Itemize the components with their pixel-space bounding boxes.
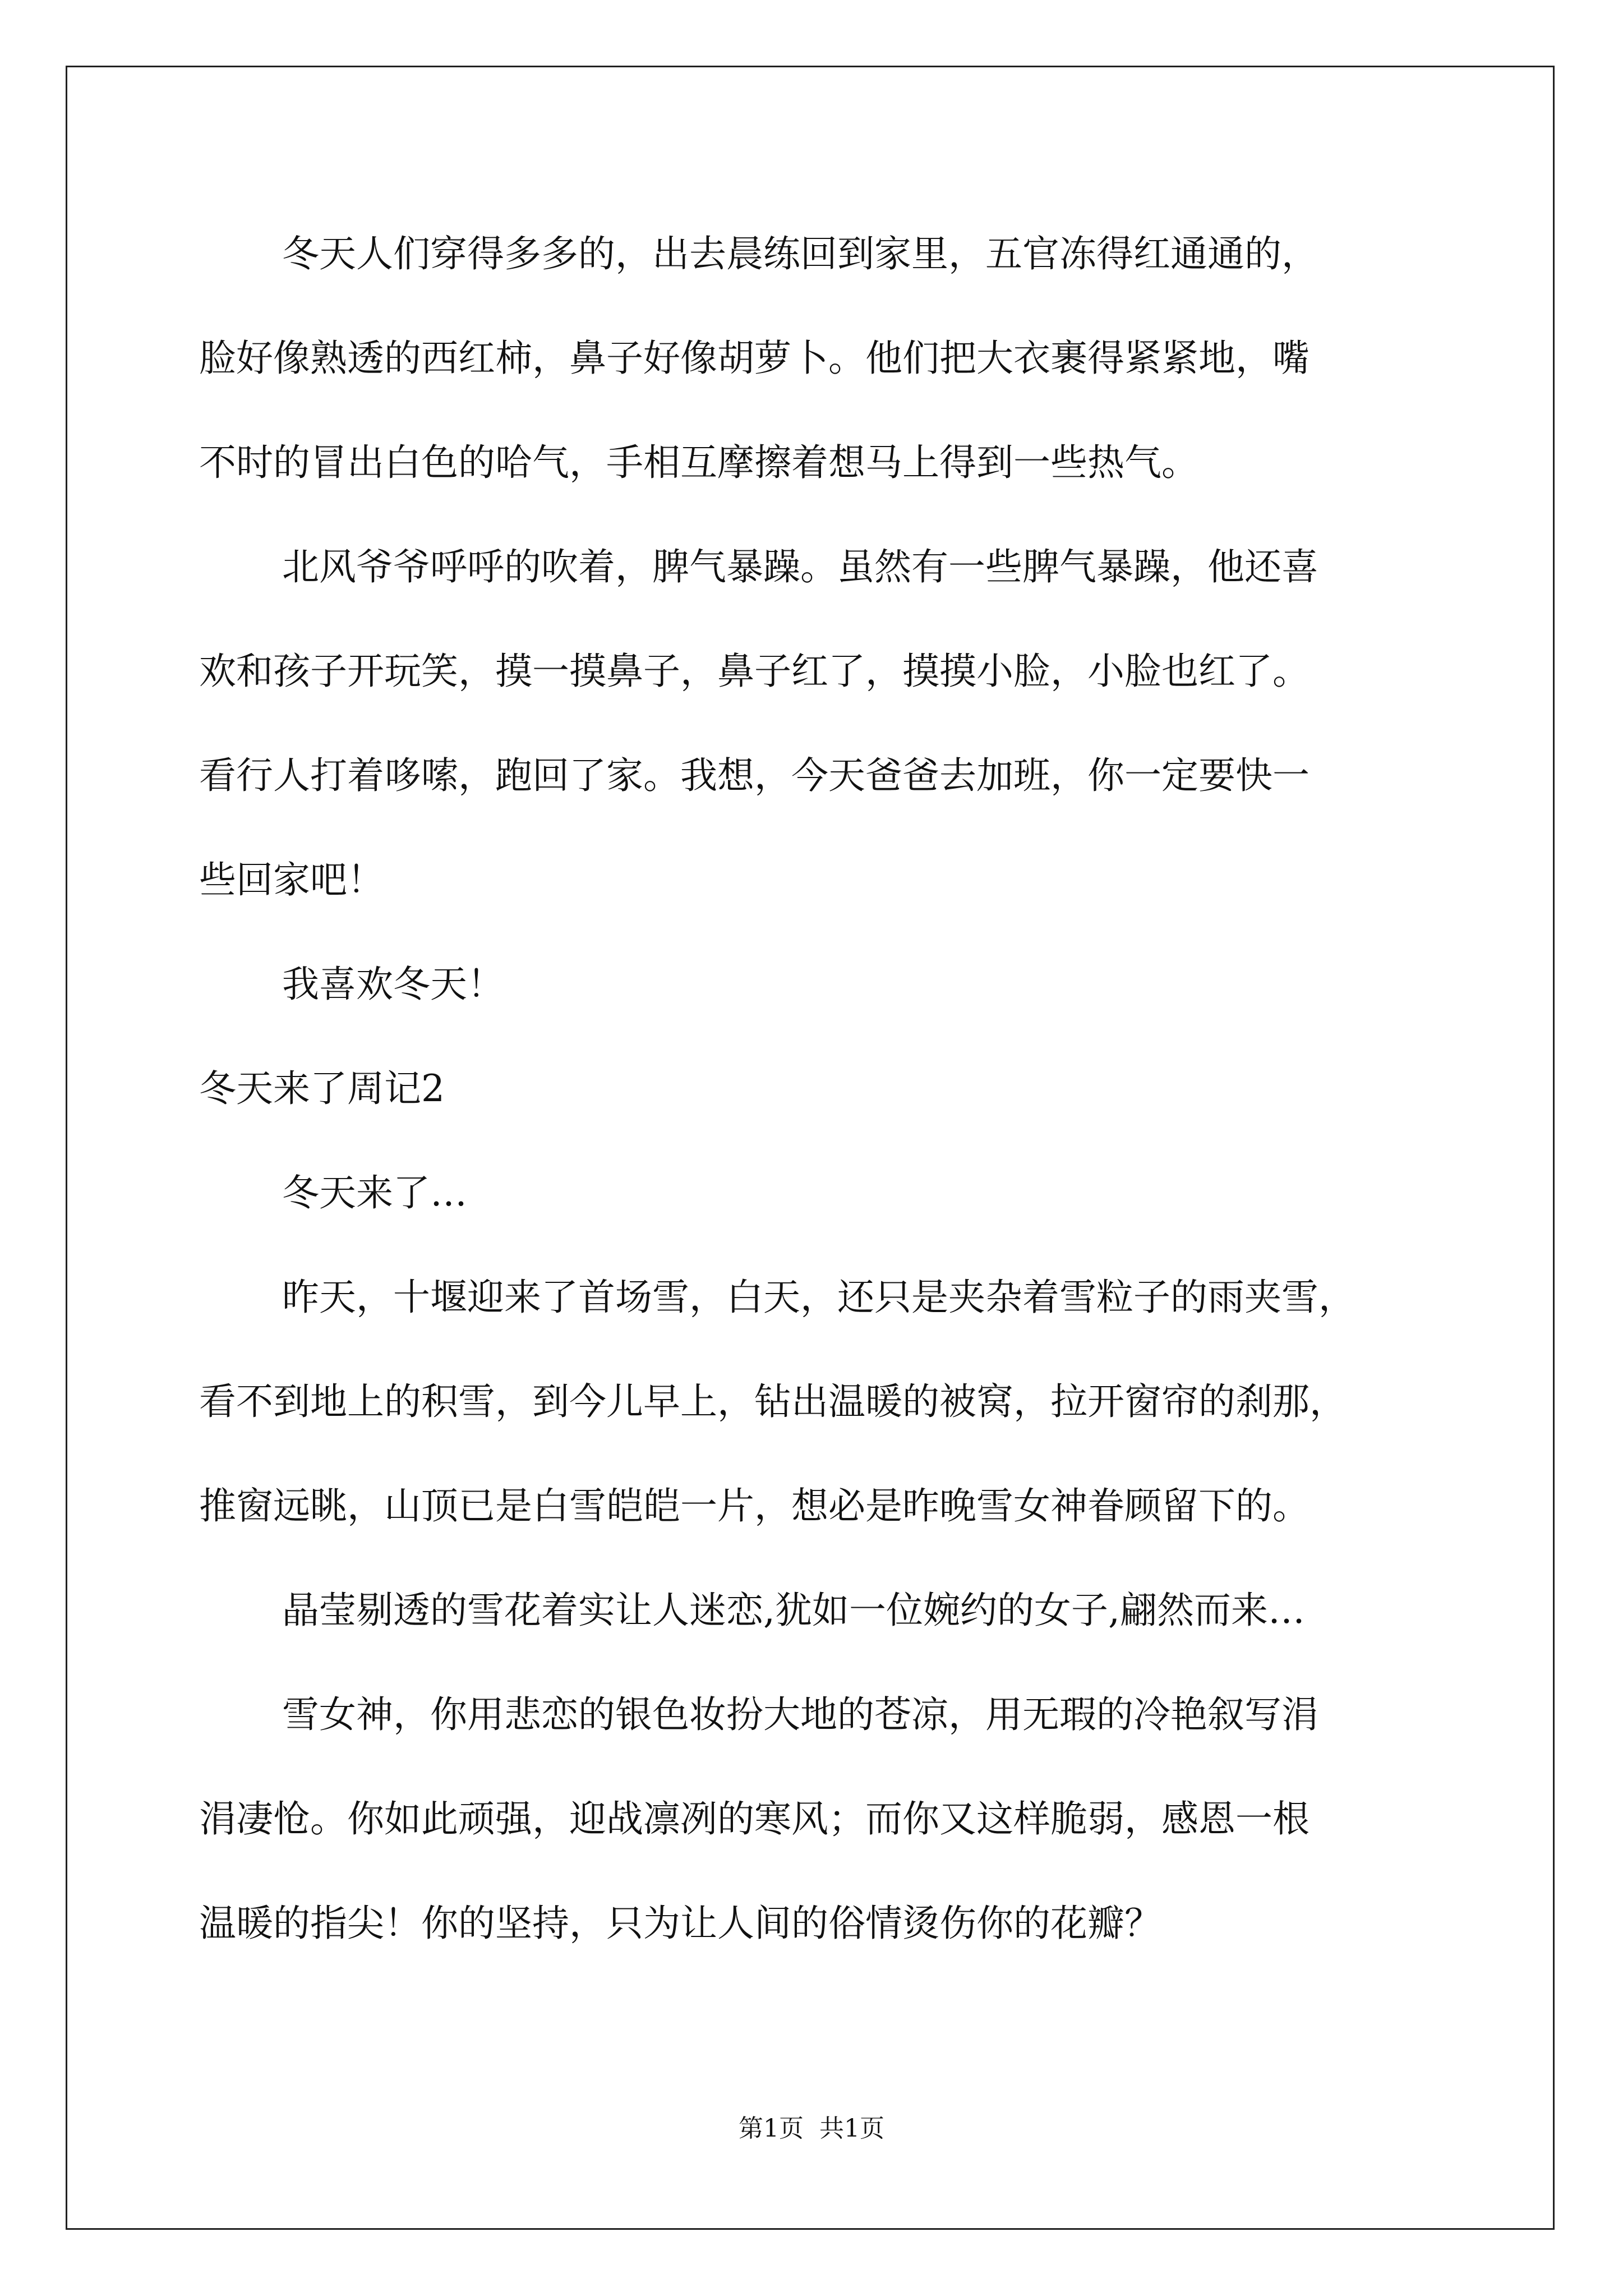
- text-line: 北风爷爷呼呼的吹着，脾气暴躁。虽然有一些脾气暴躁，他还喜: [282, 545, 1318, 588]
- text-line: 不时的冒出白色的哈气，手相互摩擦着想马上得到一些热气。: [199, 441, 1198, 484]
- page-total: 共1页: [819, 2114, 884, 2143]
- text-line: 温暖的指尖！你的坚持，只为让人间的俗情烫伤你的花瓣？: [199, 1902, 1161, 1945]
- section-title: 冬天来了周记2: [199, 1067, 445, 1110]
- text-line: 看行人打着哆嗦，跑回了家。我想，今天爸爸去加班，你一定要快一: [199, 754, 1310, 797]
- text-line: 些回家吧！: [199, 858, 384, 901]
- text-line: 冬天来了…: [282, 1171, 467, 1214]
- text-line: 涓凄怆。你如此顽强，迎战凛冽的寒风；而你又这样脆弱，感恩一根: [199, 1797, 1310, 1841]
- text-line: 推窗远眺，山顶已是白雪皑皑一片，想必是昨晚雪女神眷顾留下的。: [199, 1484, 1310, 1527]
- text-line: 欢和孩子开玩笑，摸一摸鼻子，鼻子红了，摸摸小脸，小脸也红了。: [199, 650, 1310, 693]
- text-line: 我喜欢冬天！: [282, 963, 504, 1006]
- text-line: 晶莹剔透的雪花着实让人迷恋,犹如一位婉约的女子,翩然而来…: [282, 1589, 1305, 1632]
- text-line: 冬天人们穿得多多的，出去晨练回到家里，五官冻得红通通的，: [282, 232, 1318, 275]
- text-line: 脸好像熟透的西红柿，鼻子好像胡萝卜。他们把大衣裹得紧紧地，嘴: [199, 337, 1310, 380]
- page-number: 第1页: [739, 2114, 804, 2143]
- text-line: 昨天，十堰迎来了首场雪，白天，还只是夹杂着雪粒子的雨夹雪，: [282, 1276, 1355, 1319]
- text-line: 看不到地上的积雪，到今儿早上，钻出温暖的被窝，拉开窗帘的刹那，: [199, 1380, 1347, 1423]
- document-body: [199, 202, 1450, 1976]
- text-line: 雪女神，你用悲恋的银色妆扮大地的苍凉，用无瑕的冷艳叙写涓: [282, 1693, 1318, 1736]
- page-footer: [0, 2112, 1623, 2146]
